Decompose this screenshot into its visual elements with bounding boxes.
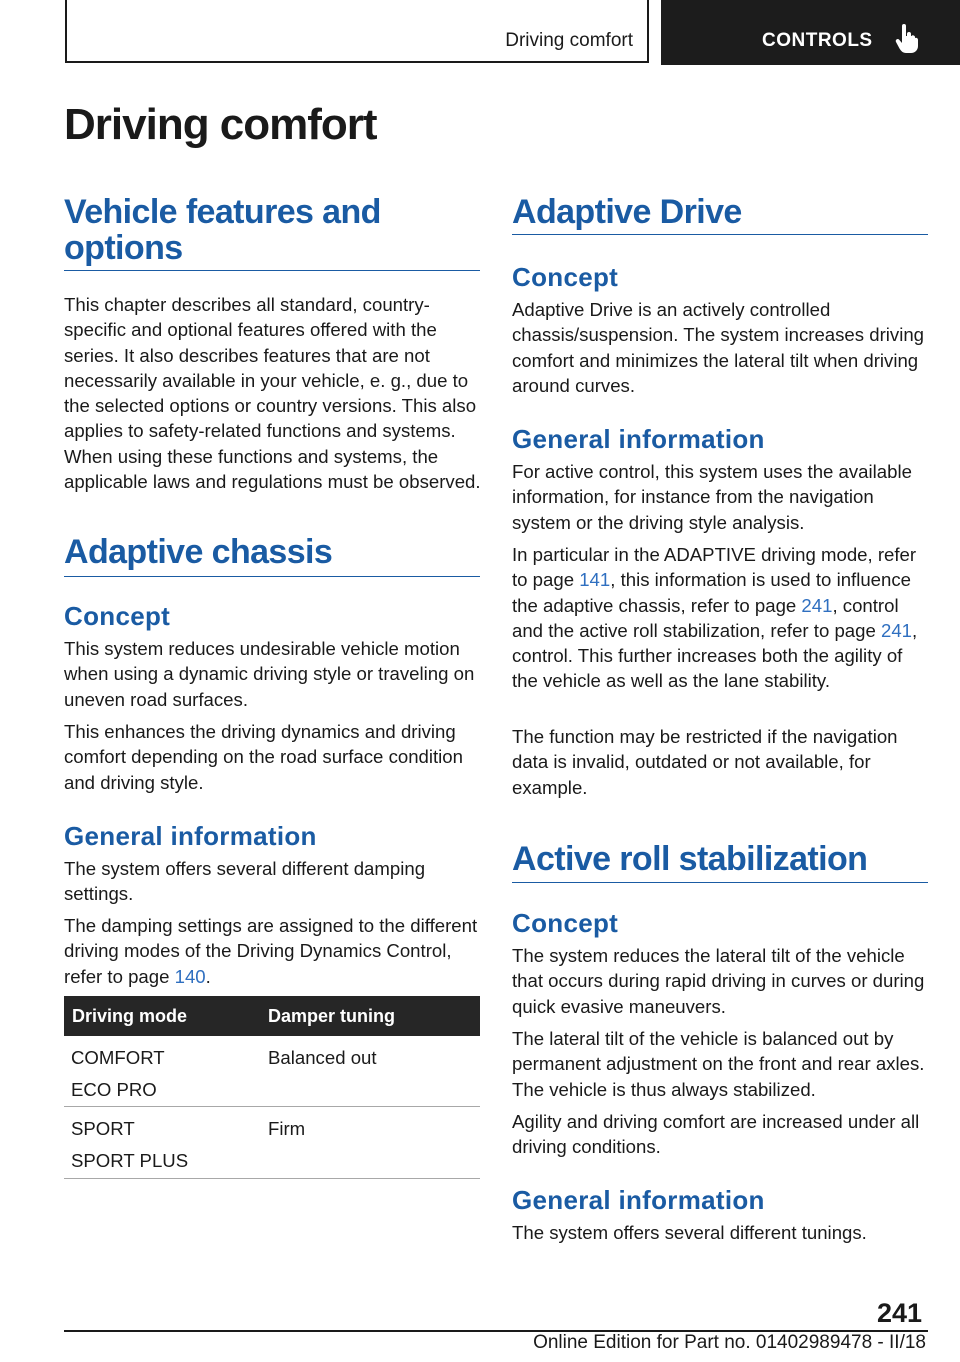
- text-run: In particular in the ADAPTIVE driving mode, refer to page: [512, 544, 917, 591]
- table-cell-tuning: Balanced out: [268, 1047, 377, 1068]
- heading-vehicle-features: [64, 194, 480, 271]
- table-cell-mode: [71, 1042, 165, 1106]
- page-title: Driving comfort: [64, 100, 377, 149]
- text-run: The damping settings are assigned to the different driving modes of the Driving Dynamics Control, refer to page: [64, 915, 478, 987]
- roll-concept-paragraph-2: The lateral tilt of the vehicle is balanced out by permanent adjustment on the front and rear axles. The vehicle is thus always stabilized.: [512, 1028, 925, 1100]
- heading-active-roll-stabilization: Active roll stabilization: [512, 841, 928, 883]
- heading-adaptive-chassis: Adaptive chassis: [64, 534, 480, 577]
- damper-tuning-table: [64, 996, 480, 1179]
- table-header: [64, 996, 480, 1036]
- text-run: , this information is used to influence the adaptive chassis, refer to page: [512, 569, 911, 616]
- drive-general-paragraph-2: [512, 542, 930, 694]
- mode-comfort: COMFORT: [71, 1047, 165, 1068]
- mode-eco-pro: ECO PRO: [71, 1079, 157, 1100]
- roll-general-paragraph: The system offers several different tunings.: [512, 1222, 867, 1243]
- column-header-damper-tuning: Damper tuning: [268, 1006, 396, 1026]
- chapter-title: CONTROLS: [762, 30, 873, 51]
- column-header-driving-mode: Driving mode: [72, 1006, 188, 1026]
- table-row: [64, 1036, 480, 1107]
- vehicle-features-paragraph: This chapter describes all standard, country-specific and optional features offered with the series. It also describes features that are not necessarily available in your vehicle, e. g., due to the selected options or country versions. This also applies to safety-related functions and systems. When using these functions and systems, the applicable laws and regulations must be observed.: [64, 294, 481, 493]
- drive-concept-paragraph: Adaptive Drive is an actively controlled chassis/suspension. The system increases driving comfort and minimizes the lateral tilt when driving around curves.: [512, 299, 925, 396]
- chassis-concept-heading: Concept: [64, 601, 171, 631]
- chassis-general-paragraph-1: The system offers several different damping settings.: [64, 858, 426, 905]
- roll-concept-paragraph-3: Agility and driving comfort are increased under all driving conditions.: [512, 1111, 920, 1158]
- drive-general-paragraph-1: For active control, this system uses the available information, for instance from the navigation system or the driving style analysis.: [512, 461, 912, 533]
- text-run: , control. This further increases both the agility of the vehicle as well as the lane stability.: [512, 619, 918, 692]
- drive-general-heading: General information: [512, 424, 765, 454]
- chassis-general-heading: General information: [64, 821, 317, 851]
- drive-general-paragraph-3: The function may be restricted if the navigation data is invalid, outdated or not available, for example.: [512, 726, 898, 798]
- chassis-general-paragraph-2: [64, 913, 482, 989]
- mode-sport-plus: SPORT PLUS: [71, 1150, 189, 1171]
- page-number: 241: [877, 1298, 923, 1328]
- chassis-concept-paragraph-2: This enhances the driving dynamics and driving comfort depending on the road surface condition and driving style.: [64, 721, 463, 793]
- page-link-241[interactable]: 241: [881, 619, 913, 641]
- roll-concept-heading: Concept: [512, 908, 619, 938]
- table-cell-tuning: Firm: [268, 1118, 306, 1139]
- page-link-241[interactable]: 241: [801, 594, 833, 616]
- roll-general-heading: General information: [512, 1185, 765, 1215]
- heading-line-1: Vehicle features and: [64, 193, 381, 231]
- chassis-concept-paragraph-1: This system reduces undesirable vehicle motion when using a dynamic driving style or traveling on uneven road surfaces.: [64, 638, 475, 710]
- drive-concept-heading: Concept: [512, 262, 619, 292]
- page-link-141[interactable]: 141: [579, 569, 611, 591]
- page-link-140[interactable]: 140: [174, 965, 206, 987]
- text-run: , control and the active roll stabilization, refer to page: [512, 594, 899, 641]
- running-header-section-box: [65, 0, 649, 63]
- footer-edition: Online Edition for Part no. 01402989478 - II/18: [533, 1332, 926, 1353]
- chapter-tab: [661, 0, 960, 65]
- pointing-hand-icon: [895, 24, 919, 54]
- heading-adaptive-drive: Adaptive Drive: [512, 194, 928, 235]
- table-cell-mode: [71, 1113, 188, 1177]
- roll-concept-paragraph-1: The system reduces the lateral tilt of the vehicle that occurs during rapid driving in curves or during quick evasive maneuvers.: [512, 945, 925, 1017]
- running-header-section: Driving comfort: [505, 30, 633, 51]
- table-row: [64, 1107, 480, 1179]
- text-run: .: [205, 965, 211, 987]
- mode-sport: SPORT: [71, 1118, 135, 1139]
- heading-line-2: options: [64, 229, 183, 267]
